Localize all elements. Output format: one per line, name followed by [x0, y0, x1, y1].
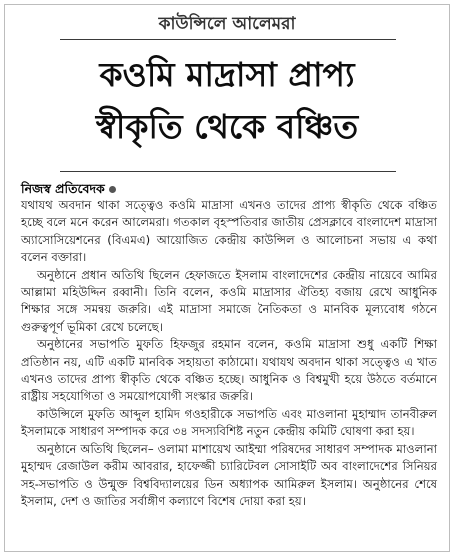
article-body	[21, 197, 437, 510]
paragraph-5: অনুষ্ঠানে অতিথি ছিলেন– ওলামা মাশায়েখ আইম্মা পরিষদের সাধারণ সম্পাদক মাওলানা মুহাম্মদ রেজাউল করীম আবরার, হাফেজ্জী চ্যারিটেবল সোসাইটি অব বাংলাদেশের সিনিয়র সহ-সভাপতি ও উন্মুক্ত বিশ্ববিদ্যালয়ের ডিন অধ্যাপক আমিরুল ইসলাম। অনুষ্ঠানের শেষে ইসলাম, দেশ ও জাতির সর্বাঙ্গীণ কল্যাণে বিশেষ দোয়া করা হয়।	[21, 441, 437, 508]
headline	[15, 49, 439, 153]
headline-line-1: কওমি মাদ্রাসা প্রাপ্য	[99, 55, 355, 94]
paragraph-3: অনুষ্ঠানের সভাপতি মুফতি হিফজুর রহমান বলেন, কওমি মাদ্রাসা শুধু একটি শিক্ষা প্রতিষ্ঠান নয়, এটি একটি মানবিক সহায়তা কাঠামো। যথাযথ অবদান থাকা সত্ত্বেও এ খাত এখনও তাদের প্রাপ্য স্বীকৃতি থেকে বঞ্চিত হচ্ছে। আধুনিক ও বিশ্বমুখী হয়ে উঠতে বর্তমানে রাষ্ট্রীয় সহযোগিতা ও সময়োপযোগী সংস্কার জরুরি।	[21, 337, 437, 404]
top-rule	[60, 39, 396, 40]
kicker: কাউন্সিলে আলেমরা	[158, 14, 296, 34]
bullet-icon	[109, 186, 116, 193]
paragraph-2: অনুষ্ঠানে প্রধান অতিথি ছিলেন হেফাজতে ইসলাম বাংলাদেশের কেন্দ্রীয় নায়েবে আমির আল্লামা মহিউদ্দিন রব্বানী। তিনি বলেন, কওমি মাদ্রাসার ঐতিহ্য বজায় রেখে আধুনিক শিক্ষার সঙ্গে সমন্বয় জরুরি। এই মাদ্রাসা সমাজে নৈতিকতা ও মানবিক মূল্যবোধ গঠনে গুরুত্বপূর্ণ ভূমিকা রেখে চলেছে।	[21, 267, 438, 334]
news-clipping	[4, 4, 450, 552]
paragraph-4: কাউন্সিলে মুফতি আব্দুল হামিদ গওহারীকে সভাপতি এবং মাওলানা মুহাম্মাদ তানবীরুল ইসলামকে সাধারণ সম্পাদক করে ৩৪ সদস্যবিশিষ্ট নতুন কেন্দ্রীয় কমিটি ঘোষণা করা হয়।	[21, 406, 437, 439]
byline-text: নিজস্ব প্রতিবেদক	[21, 181, 105, 196]
bottom-rule	[60, 171, 396, 172]
paragraph-1: যথাযথ অবদান থাকা সত্ত্বেও কওমি মাদ্রাসা এখনও তাদের প্রাপ্য স্বীকৃতি থেকে বঞ্চিত হচ্ছে বলে মনে করেন আলেমরা। গতকাল বৃহস্পতিবার জাতীয় প্রেসক্লাবে বাংলাদেশ মাদ্রাসা অ্যাসোসিয়েশনের (বিএমএ) আয়োজিত কেন্দ্রীয় কাউন্সিল ও আলোচনা সভায় এ কথা বলেন বক্তারা।	[21, 198, 437, 265]
headline-line-2: স্বীকৃতি থেকে বঞ্চিত	[95, 107, 359, 146]
